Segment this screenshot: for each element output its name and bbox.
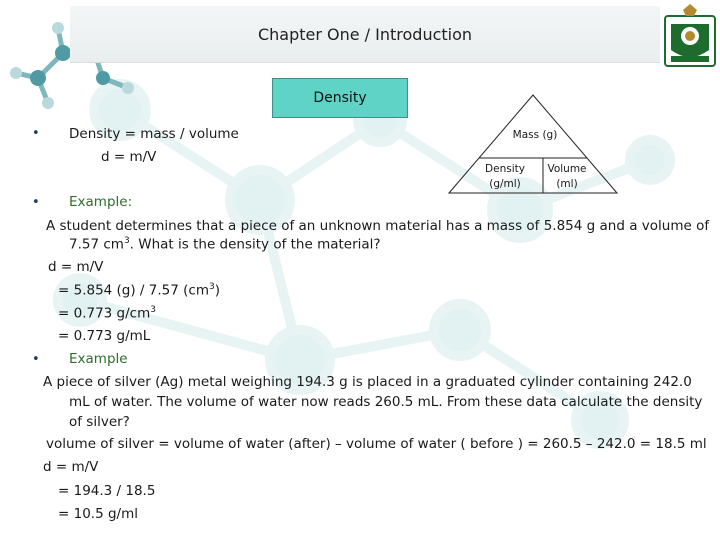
example2-text-line2: mL of water. The volume of water now reads 260.5 mL. From these data calculate the density [69, 394, 703, 410]
university-logo-icon [661, 2, 719, 70]
calc1-line2-sup: 3 [208, 282, 215, 292]
density-triangle-diagram [448, 94, 618, 194]
calc1-line2-b: ) [214, 282, 220, 299]
density-formula: d = m/V [101, 149, 157, 165]
calc2-line3: = 194.3 / 18.5 [58, 483, 156, 499]
volume-label-line2: (ml) [556, 178, 578, 190]
volume-label-line1: Volume [547, 163, 587, 175]
calc2-line1: volume of silver = volume of water (after) – volume of water ( before ) = 260.5 – 242.0 = 18.5 ml [46, 436, 707, 452]
triangle-volume-label [542, 162, 592, 192]
title-bar [70, 6, 660, 63]
calc1-line2-a: = 5.854 (g) / 7.57 (cm [58, 282, 209, 299]
calc2-line4: = 10.5 g/ml [58, 506, 138, 522]
triangle-mass-label [505, 128, 565, 143]
example1-line2-a: 7.57 cm [69, 236, 124, 253]
bullet-marker: • [32, 126, 40, 141]
example2-text-line3: of silver? [69, 414, 130, 430]
density-label-line2: (g/ml) [489, 178, 521, 190]
example2-heading: Example [69, 351, 128, 367]
example1-line2-sup: 3 [123, 236, 130, 246]
calc1-line3 [58, 305, 156, 322]
topic-label: Density [313, 90, 367, 106]
calc1-line1: d = m/V [48, 259, 104, 275]
bullet-marker: • [32, 352, 40, 367]
mass-label-text: Mass (g) [512, 129, 558, 141]
bullet-marker: • [32, 195, 40, 210]
example2-text-line1: A piece of silver (Ag) metal weighing 194.3 g is placed in a graduated cylinder containing 242.0 [43, 374, 692, 390]
triangle-density-label [480, 162, 530, 192]
calc1-line3-a: = 0.773 g/cm [58, 305, 151, 322]
density-definition: Density = mass / volume [69, 126, 239, 142]
calc1-line2 [58, 282, 220, 299]
topic-label-box [272, 78, 408, 118]
example1-text-line2 [69, 236, 381, 253]
calc1-line4: = 0.773 g/mL [58, 328, 151, 344]
page-title: Chapter One / Introduction [257, 24, 473, 44]
example1-heading: Example: [69, 194, 133, 210]
calc2-line2: d = m/V [43, 459, 99, 475]
density-label-line1: Density [485, 163, 525, 175]
calc1-line3-sup: 3 [150, 305, 156, 315]
example1-line2-b: . What is the density of the material? [129, 236, 381, 253]
example1-text-line1: A student determines that a piece of an unknown material has a mass of 5.854 g and a volume of [46, 218, 710, 234]
